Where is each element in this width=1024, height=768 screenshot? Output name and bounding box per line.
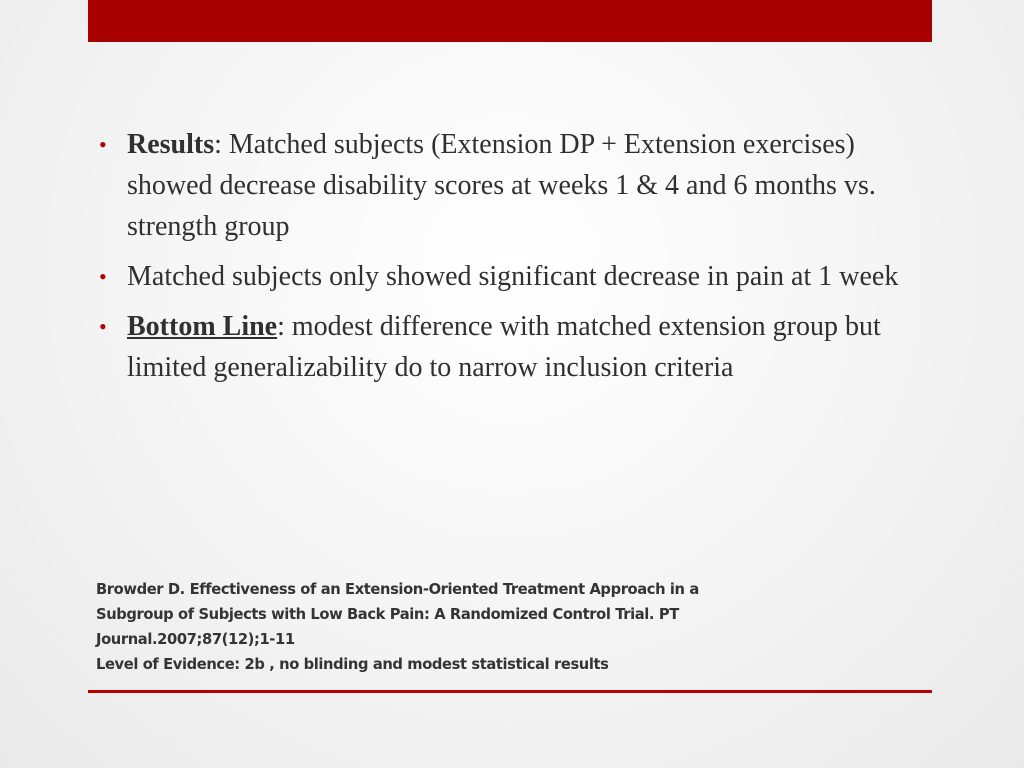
citation-line-2: Subgroup of Subjects with Low Back Pain: A Randomized Control Trial. PT	[96, 605, 679, 623]
bottom-line-text: : modest difference with matched extension group but limited generalizability do to narrow inclusion criteria	[127, 311, 881, 383]
citation-block	[96, 577, 860, 677]
citation-line-3: Journal.2007;87(12);1-11	[96, 630, 295, 648]
bottom-divider	[88, 690, 932, 693]
bullet-icon: •	[99, 314, 107, 339]
bullet-pain	[95, 256, 925, 297]
bullet-list	[95, 124, 925, 397]
bottom-line-term: Bottom Line	[127, 311, 278, 342]
pain-text: Matched subjects only showed significant decrease in pain at 1 week	[127, 261, 899, 292]
bullet-bottom-line	[95, 306, 925, 388]
bullet-icon: •	[99, 264, 107, 289]
bullet-results	[95, 124, 925, 247]
citation-line-1: Browder D. Effectiveness of an Extension-Oriented Treatment Approach in a	[96, 580, 699, 598]
bullet-icon: •	[99, 132, 107, 157]
top-accent-bar	[88, 0, 932, 42]
level-of-evidence-line: Level of Evidence: 2b , no blinding and modest statistical results	[96, 655, 609, 673]
results-text: : Matched subjects (Extension DP + Extension exercises) showed decrease disability scores at weeks 1 & 4 and 6 months vs. strength group	[127, 129, 876, 242]
results-term: Results	[127, 129, 215, 160]
